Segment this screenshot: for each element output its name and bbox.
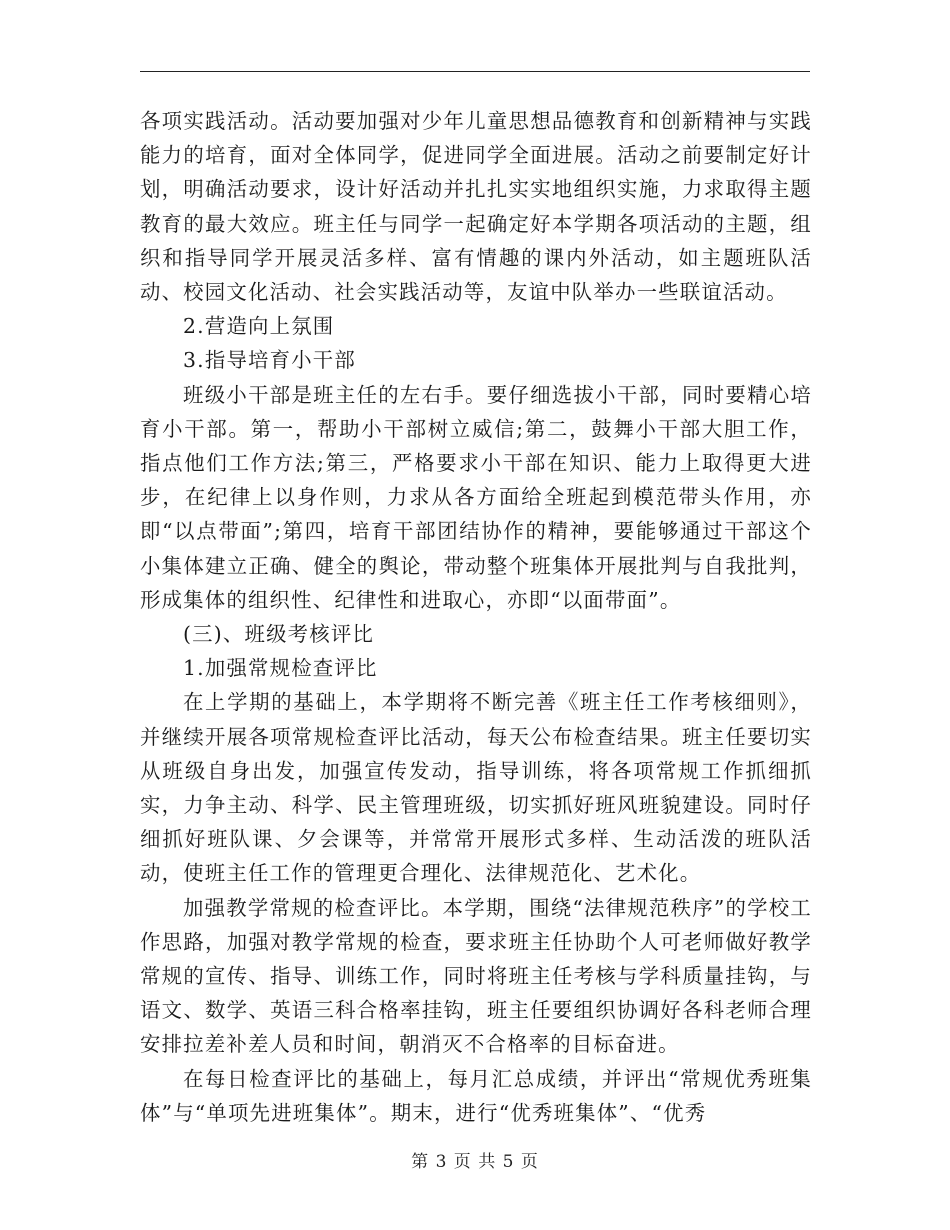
paragraph-monthly-summary: 在每日检查评比的基础上，每月汇总成绩，并评出“常规优秀班集体”与“单项先进班集体”。期末，进行“优秀班集体”、“优秀	[140, 1066, 812, 1125]
paragraph-routine-inspection: 在上学期的基础上，本学期将不断完善《班主任工作考核细则》，并继续开展各项常规检查评比活动，每天公布检查结果。班主任要切实从班级自身出发，加强宣传发动，指导训练，将各项常规工作抓细抓实，力争主动、科学、民主管理班级，切实抓好班风班貌建设。同时仔细抓好班队课、夕会课等，并常常开展形式多样、生动活泼的班队活动，使班主任工作的管理更合理化、法律规范化、艺术化。	[140, 690, 812, 886]
heading-create-atmosphere: 2.营造向上氛围	[183, 314, 335, 339]
heading-routine-inspection: 1.加强常规检查评比	[183, 656, 378, 681]
document-body	[140, 104, 812, 1130]
header-divider	[140, 71, 810, 72]
page-number: 第 3 页 共 5 页	[411, 1152, 539, 1172]
paragraph-activities-continued: 各项实践活动。活动要加强对少年儿童思想品德教育和创新精神与实践能力的培育，面对全体同学，促进同学全面进展。活动之前要制定好计划，明确活动要求，设计好活动并扎扎实实地组织实施，力求取得主题教育的最大效应。班主任与同学一起确定好本学期各项活动的主题，组织和指导同学开展灵活多样、富有情趣的课内外活动，如主题班队活动、校园文化活动、社会实践活动等，友谊中队举办一些联谊活动。	[140, 109, 812, 305]
paragraph-class-cadres: 班级小干部是班主任的左右手。要仔细选拔小干部，同时要精心培育小干部。第一，帮助小干部树立威信;第二，鼓舞小干部大胆工作，指点他们工作方法;第三，严格要求小干部在知识、能力上取得更大进步，在纪律上以身作则，力求从各方面给全班起到模范带头作用，亦即“以点带面”;第四，培育干部团结协作的精神，要能够通过干部这个小集体建立正确、健全的舆论，带动整个班集体开展批判与自我批判，形成集体的组织性、纪律性和进取心，亦即“以面带面”。	[140, 382, 812, 612]
section-heading-assessment: (三)、班级考核评比	[183, 622, 375, 647]
paragraph-teaching-inspection: 加强教学常规的检查评比。本学期，围绕“法律规范秩序”的学校工作思路，加强对教学常规的检查，要求班主任协助个人可老师做好教学常规的宣传、指导、训练工作，同时将班主任考核与学科质量挂钩，与语文、数学、英语三科合格率挂钩，班主任要组织协调好各科老师合理安排拉差补差人员和时间，朝消灭不合格率的目标奋进。	[140, 895, 812, 1057]
heading-train-cadres: 3.指导培育小干部	[183, 348, 356, 373]
